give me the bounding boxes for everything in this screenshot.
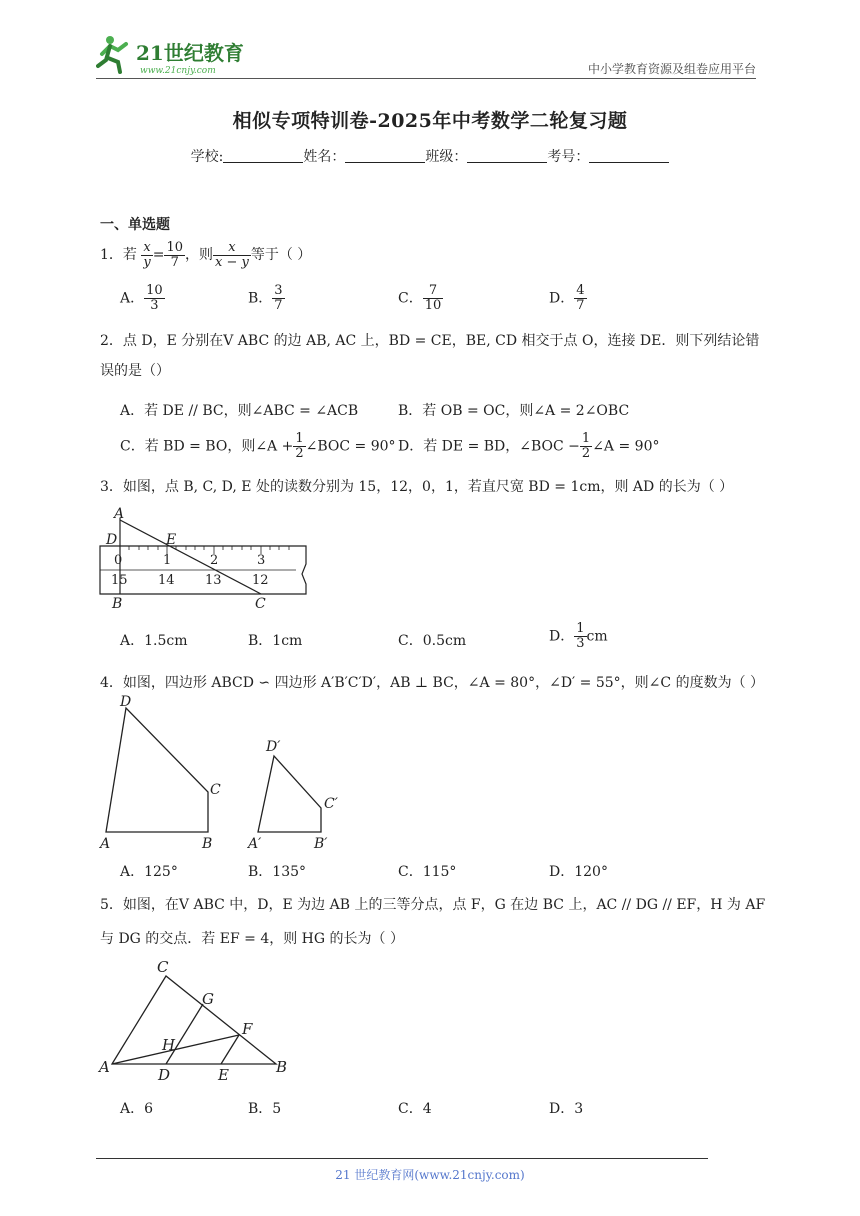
q3-option-b[interactable]: B．1cm — [248, 633, 303, 649]
q5-label-e: E — [218, 1066, 229, 1084]
q4-label-a-prime: A′ — [248, 836, 262, 852]
q2-option-c[interactable]: C．若 BD = BO，则∠A + $\frac{1}{2}$ ∠BOC = 90° — [120, 431, 396, 461]
q4-label-d-prime: D′ — [266, 739, 281, 755]
q5-option-c[interactable]: C．4 — [398, 1101, 432, 1117]
q5-option-b[interactable]: B．5 — [248, 1101, 282, 1117]
q5-label-g: G — [202, 990, 214, 1008]
school-label: 学校: — [190, 149, 224, 165]
q4-option-a[interactable]: A．125° — [120, 864, 178, 880]
q4-quadrilateral-figures — [96, 694, 356, 858]
q4-option-d[interactable]: D．120° — [549, 864, 608, 880]
exam-no-label: 考号： — [547, 149, 590, 165]
question-5-line-2: 与 DG 的交点．若 EF = 4，则 HG 的长为（ ） — [100, 931, 404, 947]
q1-option-d[interactable]: D． $\frac{4}{7}$ — [549, 283, 585, 313]
footer-divider — [96, 1158, 708, 1159]
site-logo — [96, 30, 266, 78]
student-info-line — [0, 146, 860, 166]
q4-label-c-prime: C′ — [324, 796, 338, 812]
class-label: 班级： — [425, 149, 468, 165]
q5-label-b: B — [276, 1058, 288, 1076]
name-blank[interactable] — [345, 148, 425, 163]
q3-option-d[interactable]: D． $\frac{1}{3}$ cm — [549, 621, 608, 651]
q3-top-tick-1: 1 — [163, 553, 172, 568]
question-2-line-2: 误的是（） — [100, 363, 170, 379]
q4-option-c[interactable]: C．115° — [398, 864, 457, 880]
q3-ruler-figure — [96, 506, 316, 614]
q4-label-b: B — [202, 836, 213, 852]
q1-option-a[interactable]: A． $\frac{10}{3}$ — [120, 283, 163, 313]
section-heading: 一、单选题 — [100, 217, 170, 233]
q3-top-tick-2: 2 — [210, 553, 219, 568]
q3-option-c[interactable]: C．0.5cm — [398, 633, 467, 649]
q5-label-d: D — [158, 1066, 171, 1084]
exam-no-blank[interactable] — [589, 148, 669, 163]
q2-option-d[interactable]: D．若 DE = BD，∠BOC − $\frac{1}{2}$ ∠A = 90° — [398, 431, 660, 461]
q1-eq: = — [152, 247, 165, 263]
q3-bottom-tick-14: 14 — [158, 573, 175, 588]
q5-option-d[interactable]: D．3 — [549, 1101, 584, 1117]
question-5-line-1: 5．如图，在V ABC 中，D，E 为边 AB 上的三等分点，点 F，G 在边 BC 上，AC // DG // EF，H 为 AF — [100, 897, 766, 913]
footer-link[interactable]: 21 世纪教育网(www.21cnjy.com) — [335, 1168, 525, 1182]
q4-option-b[interactable]: B．135° — [248, 864, 307, 880]
q5-label-a: A — [99, 1058, 110, 1076]
q5-label-h: H — [162, 1036, 176, 1054]
q1-option-c[interactable]: C． $\frac{7}{10}$ — [398, 283, 442, 313]
q4-label-b-prime: B′ — [314, 836, 328, 852]
question-1 — [100, 240, 311, 270]
q3-bottom-tick-12: 12 — [252, 573, 269, 588]
q3-label-b: B — [112, 596, 123, 610]
q4-label-c: C — [210, 782, 221, 798]
logo-text: 21世纪教育 — [136, 41, 244, 65]
q1-frac-x-y: $\frac{x}{y}$ — [143, 239, 151, 270]
q3-option-a[interactable]: A．1.5cm — [120, 633, 188, 649]
q3-bottom-tick-13: 13 — [205, 573, 222, 588]
q2-option-b[interactable]: B．若 OB = OC，则∠A = 2∠OBC — [398, 403, 630, 419]
q1-option-b[interactable]: B． $\frac{3}{7}$ — [248, 283, 283, 313]
q5-option-a[interactable]: A．6 — [120, 1101, 154, 1117]
question-2-line-1: 2．点 D，E 分别在V ABC 的边 AB, AC 上，BD = CE，BE, CD 相交于点 O，连接 DE．则下列结论错 — [100, 333, 760, 349]
q3-label-a: A — [114, 506, 125, 522]
q1-mid: ，则 — [185, 247, 214, 263]
q3-label-e: E — [166, 532, 177, 548]
q5-triangle-figure — [96, 956, 296, 1088]
q3-top-tick-0: 0 — [114, 553, 123, 568]
q1-lead: 1．若 — [100, 247, 137, 263]
q3-label-d: D — [106, 532, 118, 548]
header-platform-text: 中小学教育资源及组卷应用平台 — [587, 62, 756, 76]
class-blank[interactable] — [467, 148, 547, 163]
q1-frac-target: $\frac{x}{x - y}$ — [215, 239, 249, 270]
school-blank[interactable] — [223, 148, 303, 163]
q1-tail: 等于（ ） — [250, 247, 312, 263]
q3-top-tick-3: 3 — [257, 553, 266, 568]
question-3: 3．如图，点 B, C, D, E 处的读数分别为 15，12，0，1，若直尺宽 BD = 1cm，则 AD 的长为（ ） — [100, 479, 734, 495]
q4-label-a: A — [100, 836, 111, 852]
logo-sub: www.21cnjy.com — [140, 66, 216, 76]
q2-option-a[interactable]: A．若 DE // BC，则∠ABC = ∠ACB — [120, 403, 359, 419]
q5-label-f: F — [242, 1020, 253, 1038]
q4-label-d: D — [120, 694, 132, 710]
header-divider — [96, 78, 756, 79]
name-label: 姓名： — [303, 149, 346, 165]
question-4: 4．如图，四边形 ABCD ∽ 四边形 A′B′C′D′，AB ⊥ BC，∠A = 80°，∠D′ = 55°，则∠C 的度数为（ ） — [100, 675, 765, 691]
q3-bottom-tick-15: 15 — [111, 573, 128, 588]
q3-label-c: C — [255, 596, 266, 610]
page-title: 相似专项特训卷-2025年中考数学二轮复习题 — [232, 110, 628, 132]
q5-label-c: C — [157, 958, 169, 976]
q1-frac-10-7: $\frac{10}{7}$ — [166, 239, 184, 270]
